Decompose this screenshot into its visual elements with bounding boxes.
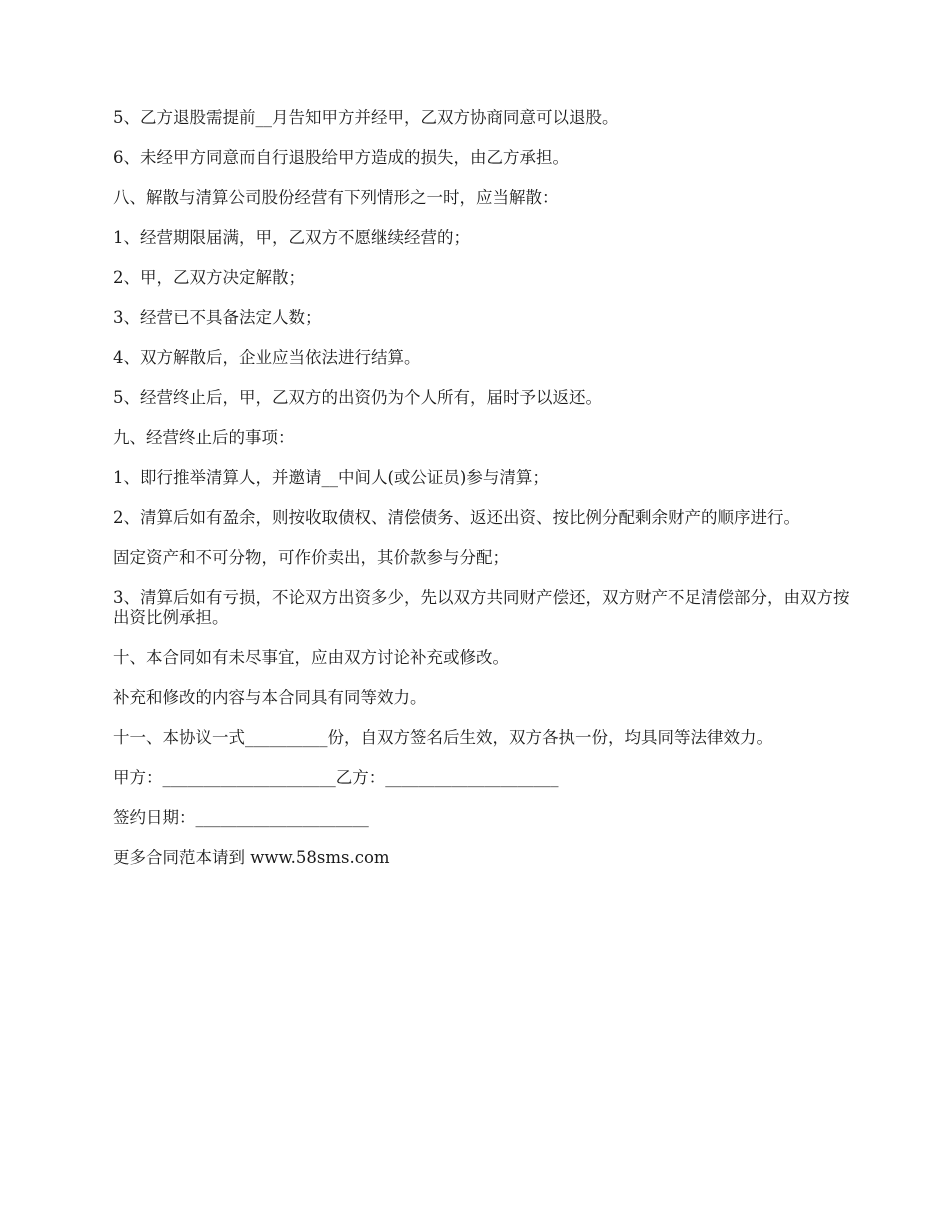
signature-line: 甲方：_____________________乙方：_____________________: [113, 768, 559, 787]
section-8-heading: 八、解散与清算公司股份经营有下列情形之一时，应当解散：: [113, 188, 559, 207]
clause-8-2: 2、甲，乙双方决定解散；: [113, 268, 305, 287]
footer-link-text: 更多合同范本请到 www.58sms.com: [113, 848, 390, 867]
section-10-supplement: 补充和修改的内容与本合同具有同等效力。: [113, 688, 427, 707]
clause-8-4: 4、双方解散后，企业应当依法进行结算。: [113, 348, 421, 367]
clause-8-5: 5、经营终止后，甲，乙双方的出资仍为个人所有，届时予以返还。: [113, 388, 602, 407]
section-11: 十一、本协议一式__________份，自双方签名后生效，双方各执一份，均具同等法律效力。: [113, 728, 773, 747]
section-10: 十、本合同如有未尽事宜，应由双方讨论补充或修改。: [113, 648, 509, 667]
signing-date-line: 签约日期：_____________________: [113, 808, 369, 827]
clause-9-2: 2、清算后如有盈余，则按收取债权、清偿债务、返还出资、按比例分配剩余财产的顺序进行。: [113, 508, 800, 527]
clause-8-3: 3、经营已不具备法定人数；: [113, 308, 322, 327]
clause-8-1: 1、经营期限届满，甲，乙双方不愿继续经营的；: [113, 228, 470, 247]
clause-9-3: 3、清算后如有亏损，不论双方出资多少，先以双方共同财产偿还，双方财产不足清偿部分，由双方按出资比例承担。: [113, 588, 850, 627]
clause-7-5: 5、乙方退股需提前__月告知甲方并经甲，乙双方协商同意可以退股。: [113, 108, 619, 127]
clause-9-fixed-assets: 固定资产和不可分物，可作价卖出，其价款参与分配；: [113, 548, 509, 567]
document-body: [113, 108, 858, 888]
clause-7-6: 6、未经甲方同意而自行退股给甲方造成的损失，由乙方承担。: [113, 148, 569, 167]
section-9-heading: 九、经营终止后的事项：: [113, 428, 295, 447]
clause-9-1: 1、即行推举清算人，并邀请__中间人(或公证员)参与清算；: [113, 468, 549, 487]
